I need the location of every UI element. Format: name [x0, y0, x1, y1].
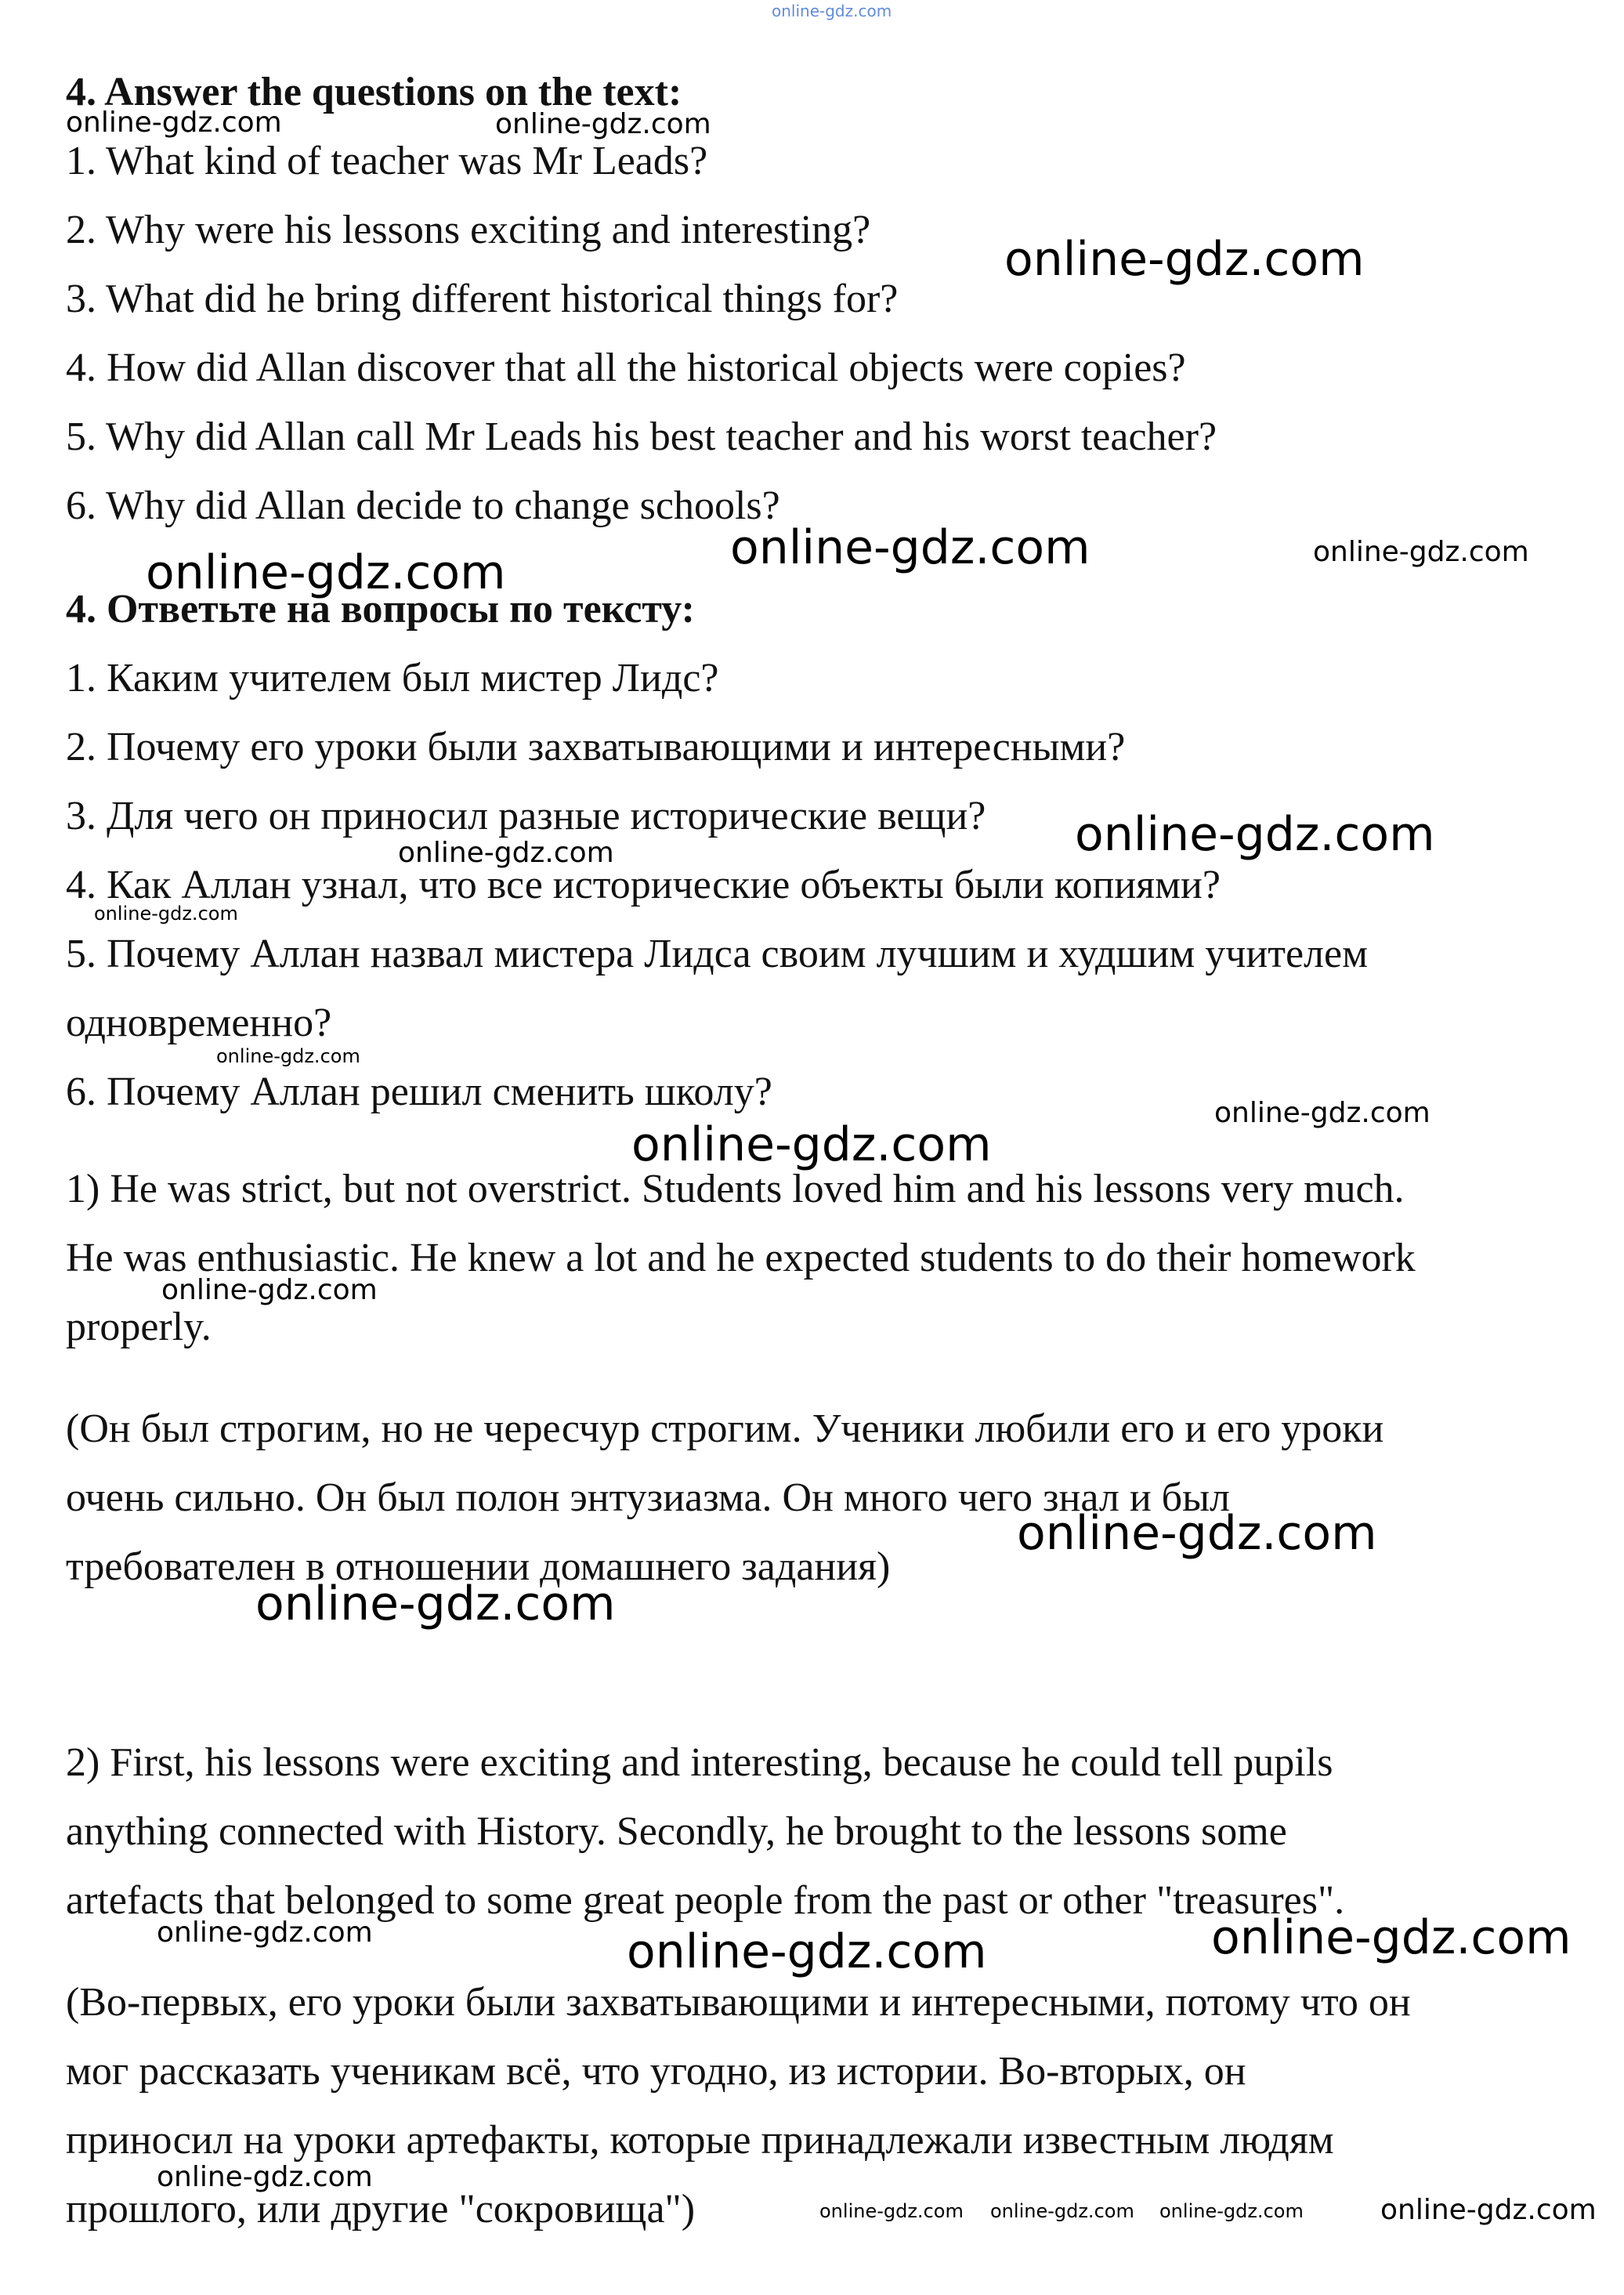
- watermark: online-gdz.com: [631, 1117, 992, 1172]
- answer-1-en-line-2: He was enthusiastic. He knew a lot and he expected students to do their homework: [66, 1236, 1416, 1280]
- watermark: online-gdz.com: [627, 1924, 987, 1979]
- question-en-6: 6. Why did Allan decide to change schools?: [66, 483, 780, 528]
- answer-2-en-line-1: 2) First, his lessons were exciting and interesting, because he could tell pupils: [66, 1740, 1333, 1785]
- question-ru-3: 3. Для чего он приносил разные исторические вещи?: [66, 794, 986, 838]
- watermark: online-gdz.com: [1004, 232, 1365, 287]
- question-en-3: 3. What did he bring different historical things for?: [66, 277, 899, 321]
- watermark: online-gdz.com: [730, 520, 1091, 575]
- answer-1-ru-line-3: требователен в отношении домашнего задания): [66, 1544, 891, 1589]
- watermark: online-gdz.com: [1211, 1910, 1572, 1965]
- watermark: online-gdz.com: [495, 108, 711, 140]
- question-ru-5: 5. Почему Аллан назвал мистера Лидса своим лучшим и худшим учителем: [66, 932, 1368, 976]
- watermark: online-gdz.com: [1380, 2194, 1597, 2226]
- question-ru-6: 6. Почему Аллан решил сменить школу?: [66, 1070, 772, 1114]
- watermark: online-gdz.com: [66, 107, 282, 139]
- watermark: online-gdz.com: [1017, 1506, 1377, 1561]
- watermark: online-gdz.com: [216, 1045, 360, 1067]
- question-ru-2: 2. Почему его уроки были захватывающими и интересными?: [66, 725, 1126, 769]
- answer-1-ru-line-1: (Он был строгим, но не чересчур строгим. Ученики любили его и его уроки: [66, 1406, 1384, 1451]
- watermark: online-gdz.com: [94, 903, 238, 925]
- watermark: online-gdz.com: [1075, 807, 1435, 862]
- question-ru-1: 1. Каким учителем был мистер Лидс?: [66, 656, 719, 700]
- answer-2-ru-line-4: прошлого, или другие "сокровища"): [66, 2187, 696, 2232]
- heading-ru: 4. Ответьте на вопросы по тексту:: [66, 587, 695, 632]
- answer-2-en-line-3: artefacts that belonged to some great people from the past or other "treasures".: [66, 1878, 1345, 1923]
- answer-1-en-line-3: properly.: [66, 1305, 212, 1349]
- watermark: online-gdz.com: [990, 2200, 1134, 2222]
- watermark: online-gdz.com: [161, 1274, 378, 1306]
- watermark: online-gdz.com: [772, 2, 892, 20]
- watermark: online-gdz.com: [1159, 2200, 1304, 2222]
- watermark: online-gdz.com: [157, 2161, 373, 2193]
- answer-2-ru-line-2: мог рассказать ученикам всё, что угодно, из истории. Во-вторых, он: [66, 2049, 1246, 2094]
- answer-2-ru-line-1: (Во-первых, его уроки были захватывающими и интересными, потому что он: [66, 1980, 1411, 2025]
- watermark: online-gdz.com: [157, 1917, 373, 1949]
- question-en-4: 4. How did Allan discover that all the historical objects were copies?: [66, 346, 1186, 390]
- answer-1-en-line-1: 1) He was strict, but not overstrict. Students loved him and his lessons very much.: [66, 1167, 1405, 1211]
- watermark: online-gdz.com: [1313, 536, 1529, 568]
- answer-2-ru-line-3: приносил на уроки артефакты, которые принадлежали известным людям: [66, 2118, 1334, 2163]
- answer-2-en-line-2: anything connected with History. Secondly, he brought to the lessons some: [66, 1809, 1287, 1854]
- question-en-5: 5. Why did Allan call Mr Leads his best teacher and his worst teacher?: [66, 414, 1217, 459]
- question-ru-4: 4. Как Аллан узнал, что все исторические объекты были копиями?: [66, 863, 1221, 907]
- question-en-2: 2. Why were his lessons exciting and interesting?: [66, 208, 871, 252]
- answer-1-ru-line-2: очень сильно. Он был полон энтузиазма. Он много чего знал и был: [66, 1475, 1230, 1520]
- question-ru-5-cont: одновременно?: [66, 1001, 332, 1045]
- watermark: online-gdz.com: [255, 1576, 616, 1631]
- watermark: online-gdz.com: [1214, 1097, 1430, 1129]
- question-en-1: 1. What kind of teacher was Mr Leads?: [66, 139, 708, 183]
- watermark: online-gdz.com: [819, 2200, 964, 2222]
- watermark: online-gdz.com: [398, 837, 614, 869]
- heading-en: 4. Answer the questions on the text:: [66, 70, 682, 114]
- watermark: online-gdz.com: [146, 545, 506, 600]
